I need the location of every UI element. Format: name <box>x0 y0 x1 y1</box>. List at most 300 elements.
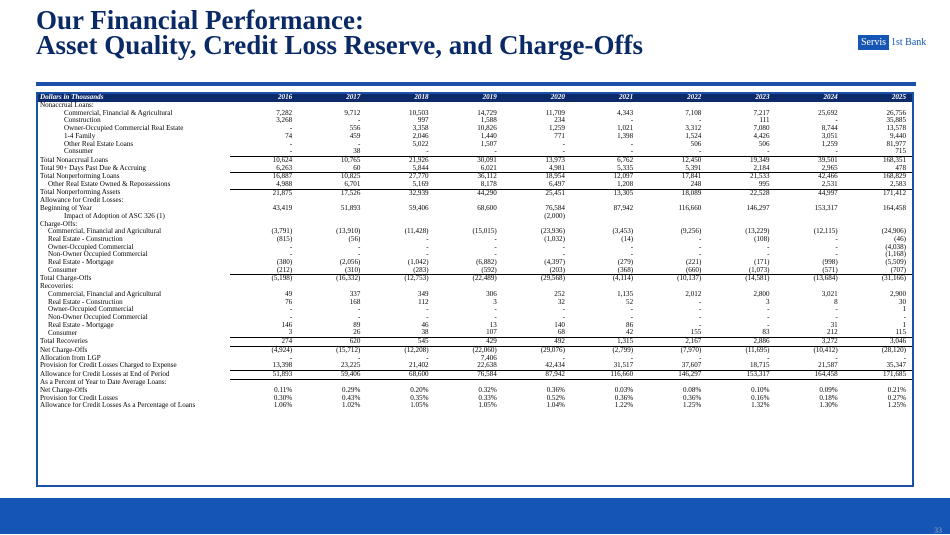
table-cell: 13,398 <box>230 362 298 370</box>
table-cell <box>571 221 639 229</box>
table-row <box>38 275 912 283</box>
table-cell <box>776 221 844 229</box>
table-cell: 248 <box>639 181 707 189</box>
table-cell: 1,315 <box>571 338 639 347</box>
table-row <box>38 362 912 370</box>
table-cell: 42,466 <box>818 172 838 181</box>
table-cell <box>435 213 503 221</box>
row-label: Allowance for Credit Losses at End of Period <box>40 370 170 378</box>
table-cell <box>571 197 639 205</box>
table-cell: 3,268 <box>276 117 293 125</box>
table-cell: 26,756 <box>886 109 906 117</box>
table-cell: 1 <box>902 321 906 329</box>
table-cell: 3,358 <box>412 125 429 133</box>
table-cell: - <box>289 125 293 133</box>
table-cell: 1.05% <box>478 402 497 410</box>
table-cell: 0.52% <box>546 394 565 402</box>
row-label: Owner-Occupied Commercial <box>48 306 134 314</box>
table-cell: - <box>494 306 497 314</box>
table-cell: 42 <box>571 329 639 337</box>
table-cell: 478 <box>844 165 912 173</box>
table-cell: (571) <box>776 267 844 275</box>
table-cell: 51,893 <box>340 205 361 213</box>
table-cell: - <box>707 148 775 156</box>
table-cell: (22,060) <box>472 346 497 354</box>
table-cell: 1,259 <box>821 140 838 148</box>
table-cell: 21,587 <box>776 362 844 370</box>
row-label: Non-Owner Occupied Commercial <box>48 251 148 259</box>
table-cell <box>707 197 775 205</box>
table-cell: 995 <box>707 181 775 189</box>
table-row <box>38 102 912 110</box>
table-cell: 49 <box>285 290 293 298</box>
row-label: Impact of Adoption of ASC 326 (1) <box>64 212 165 220</box>
row-label: As a Percent of Year to Date Average Loans: <box>40 379 167 387</box>
row-label: Non-Owner Occupied Commercial <box>48 313 148 321</box>
table-row <box>38 221 912 229</box>
table-row <box>38 156 912 164</box>
table-cell: - <box>494 313 497 321</box>
table-cell: (13,229) <box>745 228 770 236</box>
table-cell: - <box>767 354 770 362</box>
table-cell: (14,581) <box>745 274 770 283</box>
table-cell <box>298 197 366 205</box>
page-number: 33 <box>934 526 942 535</box>
table-cell: - <box>503 148 571 156</box>
table-header-row <box>38 94 912 102</box>
table-cell <box>435 283 503 291</box>
table-cell: 7,282 <box>276 109 293 117</box>
table-cell: - <box>767 306 770 314</box>
row-label: Total Nonperforming Assets <box>40 189 121 197</box>
table-cell: - <box>426 306 429 314</box>
table-cell: 46 <box>421 321 429 329</box>
table-cell: 87,942 <box>503 370 571 379</box>
row-label: Beginning of Year <box>40 205 92 213</box>
table-cell: - <box>630 313 634 321</box>
table-cell <box>776 283 844 291</box>
table-cell: (3,791) <box>271 228 293 236</box>
table-cell: 81,977 <box>886 140 906 148</box>
table-cell <box>503 283 571 291</box>
table-cell: 0.03% <box>614 386 634 394</box>
row-label: Consumer <box>64 148 94 156</box>
table-cell: - <box>571 148 639 156</box>
table-row <box>38 251 912 259</box>
table-cell: 0.36% <box>682 394 702 402</box>
table-cell <box>776 197 844 205</box>
table-cell: - <box>366 148 434 156</box>
table-cell: 18,954 <box>545 172 565 181</box>
table-cell: - <box>358 306 361 314</box>
table-cell: (9,256) <box>680 228 702 236</box>
table-cell: 0.20% <box>410 386 429 394</box>
table-cell <box>230 379 298 387</box>
row-label: Total 90+ Days Past Due & Accruing <box>40 164 146 172</box>
table-cell: 234 <box>554 117 565 125</box>
table-cell <box>435 102 503 110</box>
table-cell: (279) <box>617 259 634 267</box>
table-cell: - <box>835 354 838 362</box>
table-cell: (4,397) <box>544 259 565 267</box>
table-cell <box>366 221 434 229</box>
table-cell: 0.10% <box>751 386 770 394</box>
row-label: Other Real Estate Owned & Repossessions <box>48 181 171 189</box>
table-row <box>38 259 912 267</box>
table-cell: 146,297 <box>639 370 707 379</box>
table-cell: 1,208 <box>571 181 639 189</box>
table-cell <box>298 379 366 387</box>
row-label: Real Estate - Construction <box>48 298 123 306</box>
table-cell: - <box>494 235 497 243</box>
table-cell: 8 <box>834 298 838 306</box>
table-cell <box>707 221 775 229</box>
row-label: Other Real Estate Loans <box>64 140 134 148</box>
table-cell: 87,942 <box>613 205 634 213</box>
table-cell: 6,497 <box>503 181 571 189</box>
table-cell: 146 <box>281 321 293 329</box>
table-cell: (3,453) <box>612 228 634 236</box>
table-cell: 18,715 <box>707 362 775 370</box>
table-cell: 30 <box>898 298 906 306</box>
table-cell: 14,729 <box>477 109 497 117</box>
table-row <box>38 387 912 395</box>
table-cell: 212 <box>776 329 844 337</box>
table-cell: 116,660 <box>571 370 639 379</box>
table-cell: 459 <box>349 132 361 140</box>
table-cell: 0.18% <box>819 394 838 402</box>
table-cell: - <box>358 313 361 321</box>
table-cell: 2,965 <box>776 165 844 173</box>
table-cell: 168,829 <box>882 172 906 181</box>
table-cell: 30,091 <box>477 156 497 164</box>
table-cell: (46) <box>894 235 906 243</box>
table-cell: 21,402 <box>366 362 434 370</box>
table-cell: 0.43% <box>342 394 361 402</box>
table-cell <box>571 102 639 110</box>
table-cell: (31,166) <box>881 274 906 283</box>
table-cell: (203) <box>503 267 571 275</box>
table-cell: 4,343 <box>617 109 634 117</box>
table-cell: 1.22% <box>614 402 634 410</box>
table-cell <box>298 102 366 110</box>
table-cell: 44,290 <box>477 189 497 197</box>
table-cell: - <box>358 354 361 362</box>
table-cell: 6,701 <box>298 181 366 189</box>
table-cell: 429 <box>435 338 503 347</box>
table-cell <box>571 379 639 387</box>
table-cell: 9,712 <box>344 109 361 117</box>
table-cell: (310) <box>298 267 366 275</box>
row-label: Allowance for Credit Losses As a Percentage of Loans <box>40 402 196 410</box>
table-cell: 0.35% <box>410 394 429 402</box>
table-cell: 1,588 <box>480 117 497 125</box>
table-cell <box>707 283 775 291</box>
table-cell: 506 <box>690 140 702 148</box>
table-row <box>38 379 912 387</box>
table-cell: (56) <box>348 235 361 243</box>
table-cell: - <box>698 321 702 329</box>
logo-text: 1st Bank <box>891 37 927 48</box>
table-cell: (10,137) <box>677 274 702 283</box>
table-cell <box>503 379 571 387</box>
table-cell: 38 <box>298 148 366 156</box>
table-cell <box>844 102 912 110</box>
table-cell: 997 <box>417 117 429 125</box>
table-cell: (171) <box>754 259 770 267</box>
table-cell: 5,391 <box>639 165 707 173</box>
table-cell: (24,906) <box>881 228 906 236</box>
table-cell: - <box>289 140 293 148</box>
title-divider <box>36 82 916 86</box>
row-label: Commercial, Financial and Agricultural <box>48 290 162 298</box>
table-cell: 112 <box>418 298 429 306</box>
table-cell: 0.32% <box>478 386 497 394</box>
table-cell: 349 <box>417 290 429 298</box>
table-cell: 2,184 <box>707 165 775 173</box>
table-cell: 25,692 <box>818 109 838 117</box>
table-cell <box>844 197 912 205</box>
header-year: 2023 <box>707 94 775 102</box>
table-cell: 25,451 <box>545 189 565 197</box>
table-cell: 7,217 <box>753 109 770 117</box>
table-cell <box>230 283 298 291</box>
table-cell: (1,073) <box>707 267 775 275</box>
table-cell: - <box>630 354 634 362</box>
table-cell <box>230 221 298 229</box>
table-cell: (212) <box>230 267 298 275</box>
row-label: Construction <box>64 117 101 125</box>
table-cell: - <box>776 148 844 156</box>
table-cell: 10,765 <box>340 156 361 164</box>
table-cell: 83 <box>707 329 775 337</box>
table-cell: 43,419 <box>272 205 293 213</box>
table-cell: - <box>698 354 702 362</box>
table-cell: 21,875 <box>272 189 293 197</box>
table-cell: 5,022 <box>412 140 429 148</box>
table-cell: 10,825 <box>340 172 361 181</box>
row-label: 1-4 Family <box>64 132 96 140</box>
table-cell: - <box>435 148 503 156</box>
table-cell: (660) <box>639 267 707 275</box>
row-label: Recoveries: <box>40 283 74 291</box>
table-cell: (12,753) <box>404 274 429 283</box>
table-cell: 2,012 <box>685 290 702 298</box>
table-cell: 116,660 <box>678 205 702 213</box>
table-cell: 2,583 <box>844 181 912 189</box>
table-cell: (7,970) <box>680 346 702 354</box>
table-row <box>38 125 912 133</box>
table-cell: - <box>630 243 634 251</box>
table-cell: 492 <box>503 338 571 347</box>
table-cell <box>435 221 503 229</box>
table-cell: 31,517 <box>571 362 639 370</box>
table-cell: 0.30% <box>273 394 293 402</box>
table-row <box>38 205 912 213</box>
table-cell: (5,509) <box>885 259 906 267</box>
table-cell <box>298 283 366 291</box>
table-row <box>38 329 912 337</box>
table-cell: 0.36% <box>614 394 634 402</box>
table-cell: - <box>289 354 293 362</box>
row-label: Commercial, Financial and Agricultural <box>48 228 162 236</box>
footer-bar <box>0 498 950 534</box>
table-cell: 23,225 <box>298 362 366 370</box>
table-cell: - <box>289 243 293 251</box>
table-cell: 0.29% <box>342 386 361 394</box>
table-cell: 3 <box>230 329 298 337</box>
table-cell: 1,135 <box>617 290 634 298</box>
table-cell: 164,458 <box>776 370 844 379</box>
table-cell <box>571 283 639 291</box>
table-cell: 76,584 <box>435 370 503 379</box>
table-cell <box>503 221 571 229</box>
table-row <box>38 133 912 141</box>
table-row <box>38 346 912 354</box>
table-row <box>38 355 912 363</box>
table-cell: - <box>630 251 634 259</box>
table-cell: (998) <box>822 259 838 267</box>
table-cell: 3,272 <box>776 338 844 347</box>
table-cell: (4,038) <box>885 243 906 251</box>
table-row <box>38 213 912 221</box>
table-body <box>38 102 912 410</box>
table-cell: 2,531 <box>776 181 844 189</box>
table-row <box>38 117 912 125</box>
table-cell: - <box>562 354 565 362</box>
table-cell <box>503 197 571 205</box>
table-row <box>38 189 912 197</box>
table-cell: - <box>289 313 293 321</box>
table-cell: 1,259 <box>548 125 565 133</box>
table-cell: - <box>835 251 838 259</box>
table-cell: (10,412) <box>813 346 838 354</box>
row-label: Provision for Credit Losses Charged to Expense <box>40 362 177 370</box>
table-cell: 13,305 <box>613 189 634 197</box>
table-cell: (11,428) <box>404 228 429 236</box>
table-row <box>38 314 912 322</box>
table-cell: 12,097 <box>613 172 634 181</box>
table-cell: 11,709 <box>545 109 565 117</box>
table-cell: 306 <box>486 290 497 298</box>
table-cell: - <box>698 298 702 306</box>
table-cell: - <box>358 140 361 148</box>
table-cell: - <box>698 251 702 259</box>
table-cell: 111 <box>759 117 770 125</box>
row-label: Commercial, Financial & Agricultural <box>64 109 173 117</box>
row-label: Consumer <box>48 329 78 337</box>
table-cell: 164,458 <box>882 205 906 213</box>
table-cell <box>707 102 775 110</box>
table-cell: (16,332) <box>336 274 361 283</box>
table-cell: - <box>494 243 497 251</box>
table-cell: 4,981 <box>503 165 571 173</box>
table-row <box>38 173 912 181</box>
table-cell: 74 <box>285 132 293 140</box>
table-cell: - <box>698 313 702 321</box>
table-cell: (108) <box>754 235 770 243</box>
row-label: Real Estate - Construction <box>48 235 123 243</box>
table-cell: - <box>767 321 770 329</box>
table-cell <box>639 221 707 229</box>
table-cell: (1,042) <box>407 259 429 267</box>
table-cell <box>844 283 912 291</box>
table-cell: (6,882) <box>476 259 497 267</box>
table-cell <box>366 283 434 291</box>
table-cell: 1.04% <box>546 402 565 410</box>
financial-table-container <box>36 92 914 487</box>
table-cell: 10,624 <box>272 156 293 164</box>
table-cell <box>435 379 503 387</box>
table-cell: 76,584 <box>545 205 565 213</box>
header-year: 2016 <box>230 94 298 102</box>
table-cell: (1,168) <box>885 251 906 259</box>
table-cell: 52 <box>626 298 634 306</box>
table-cell: - <box>426 354 429 362</box>
table-cell: 3,046 <box>844 338 912 347</box>
table-cell: 2,900 <box>890 290 906 298</box>
table-cell: 3,312 <box>685 125 702 133</box>
table-cell: (283) <box>366 267 434 275</box>
table-cell: - <box>562 313 565 321</box>
table-cell: 0.08% <box>682 386 702 394</box>
table-cell: 7,080 <box>753 125 770 133</box>
table-cell: 7,406 <box>480 354 497 362</box>
table-cell <box>844 379 912 387</box>
table-cell: 168,351 <box>882 156 906 164</box>
table-cell: 0.36% <box>546 386 565 394</box>
table-cell: 68 <box>503 329 571 337</box>
table-cell <box>707 213 775 221</box>
table-cell: 6,021 <box>435 165 503 173</box>
table-cell <box>776 102 844 110</box>
table-row <box>38 228 912 236</box>
table-cell: 76 <box>285 298 293 306</box>
row-label: Consumer <box>48 266 78 275</box>
table-cell: 1.02% <box>342 402 361 410</box>
row-label: Net Charge-Offs <box>40 386 88 394</box>
row-label: Net Charge-Offs <box>40 346 88 354</box>
table-cell: (22,489) <box>472 274 497 283</box>
page-title <box>36 5 643 60</box>
table-cell: 274 <box>230 338 298 347</box>
table-cell: - <box>835 235 838 243</box>
table-cell: 36,112 <box>477 172 497 181</box>
header-year: 2021 <box>571 94 639 102</box>
row-label: Owner-Occupied Commercial <box>48 243 134 251</box>
table-cell: 16,887 <box>272 172 293 181</box>
table-cell: 13,578 <box>886 125 906 133</box>
table-cell <box>435 197 503 205</box>
table-cell: 7,108 <box>685 109 702 117</box>
table-cell <box>571 213 639 221</box>
table-cell: - <box>289 306 293 314</box>
table-cell: (368) <box>571 267 639 275</box>
table-cell: 22,528 <box>749 189 770 197</box>
table-cell: - <box>494 251 497 259</box>
table-cell: - <box>835 313 838 321</box>
table-cell: (14) <box>621 235 634 243</box>
table-cell: 38 <box>366 329 434 337</box>
table-cell: 3 <box>765 298 770 306</box>
table-cell: 171,685 <box>844 370 912 379</box>
table-row <box>38 110 912 118</box>
table-cell: (380) <box>276 259 293 267</box>
table-row <box>38 395 912 403</box>
table-cell: 771 <box>554 132 565 140</box>
table-cell: - <box>835 117 838 125</box>
table-cell: 6,263 <box>230 165 298 173</box>
